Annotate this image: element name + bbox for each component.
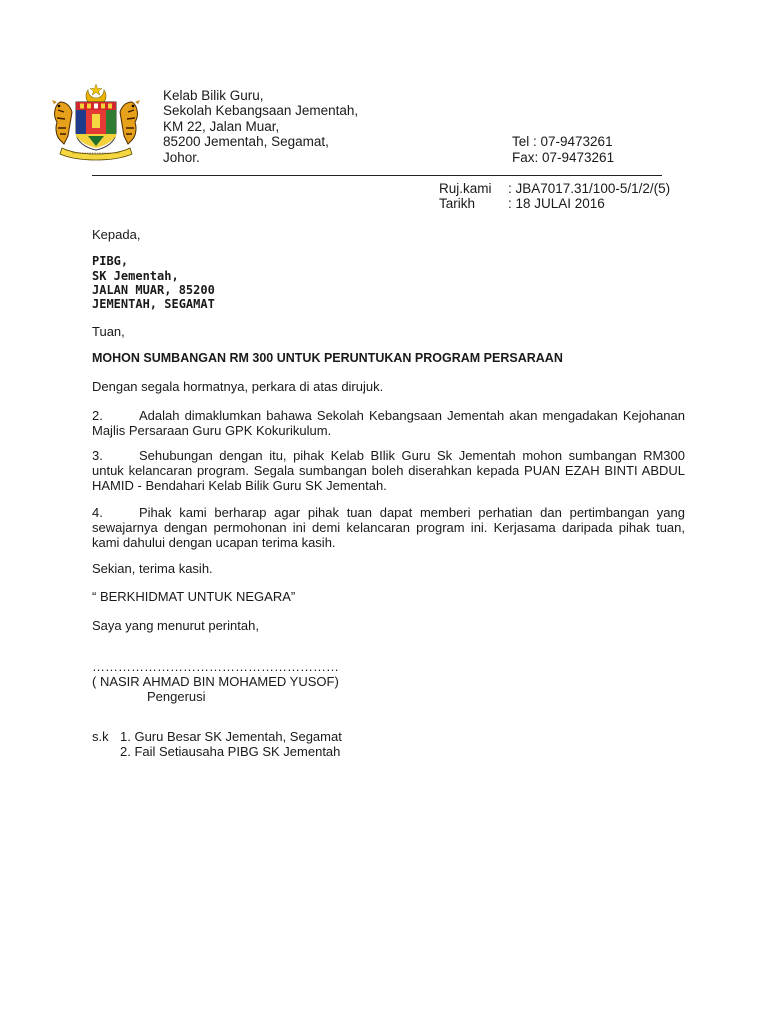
paragraph-number: 4.	[92, 505, 103, 520]
paragraph-text: Pihak kami berharap agar pihak tuan dapat memberi perhatian dan pertimbangan yang sewajarnya dengan permohonan ini demi kelancaran program ini. Kerjasama daripada pihak tuan, kami dahului dengan ucapan terima kasih.	[92, 505, 685, 550]
recipient-line-4: JEMENTAH, SEGAMAT	[92, 297, 215, 311]
salutation: Tuan,	[92, 324, 125, 339]
ruj-label: Ruj.kami	[439, 181, 492, 196]
sender-street: KM 22, Jalan Muar,	[163, 119, 280, 134]
tarikh-label: Tarikh	[439, 196, 476, 211]
motto-line: “ BERKHIDMAT UNTUK NEGARA”	[92, 589, 296, 604]
tarikh-value: : 18 JULAI 2016	[508, 196, 605, 211]
closing-line: Sekian, terima kasih.	[92, 561, 213, 576]
signature-dots: …………………………………………………	[92, 659, 339, 674]
paragraph-text: Sehubungan dengan itu, pihak Kelab BIlik Guru Sk Jementah mohon sumbangan RM300 untuk kelancaran program. Segala sumbangan boleh diserahkan kepada PUAN EZAH BINTI ABDUL HAMID - Bendahari Kelab Bilik Guru SK Jementah.	[92, 448, 685, 493]
paragraph-3	[92, 448, 685, 493]
sender-city: 85200 Jementah, Segamat,	[163, 134, 329, 149]
recipient-line-1: PIBG,	[92, 254, 129, 268]
coat-of-arms-logo	[50, 84, 142, 162]
shield-icon	[76, 102, 116, 150]
sender-name: Kelab Bilik Guru,	[163, 88, 264, 103]
intro-line: Dengan segala hormatnya, perkara di atas dirujuk.	[92, 379, 384, 394]
signatory-title: Pengerusi	[147, 689, 206, 704]
kepada-label: Kepada,	[92, 227, 141, 242]
letter-subject: MOHON SUMBANGAN RM 300 UNTUK PERUNTUKAN PROGRAM PERSARAAN	[92, 351, 563, 365]
right-tiger-icon	[120, 100, 140, 144]
cc-label: s.k	[92, 729, 109, 744]
cc-item-2: 2. Fail Setiausaha PIBG SK Jementah	[120, 744, 341, 759]
paragraph-text: Adalah dimaklumkan bahawa Sekolah Kebangsaan Jementah akan mengadakan Kejohanan Majlis Persaraan Guru GPK Kokurikulum.	[92, 408, 685, 438]
header-divider	[92, 175, 662, 176]
sender-school: Sekolah Kebangsaan Jementah,	[163, 103, 359, 118]
sender-state: Johor.	[163, 150, 200, 165]
obedient-line: Saya yang menurut perintah,	[92, 618, 259, 633]
sender-tel: Tel : 07-9473261	[512, 134, 613, 149]
left-tiger-icon	[52, 100, 72, 144]
paragraph-number: 2.	[92, 408, 103, 423]
recipient-line-3: JALAN MUAR, 85200	[92, 283, 215, 297]
signatory-name: ( NASIR AHMAD BIN MOHAMED YUSOF)	[92, 674, 339, 689]
paragraph-2	[92, 408, 685, 438]
recipient-line-2: SK Jementah,	[92, 269, 179, 283]
paragraph-4	[92, 505, 685, 550]
sender-fax: Fax: 07-9473261	[512, 150, 615, 165]
cc-item-1: 1. Guru Besar SK Jementah, Segamat	[120, 729, 342, 744]
paragraph-number: 3.	[92, 448, 103, 463]
ruj-value: : JBA7017.31/100-5/1/2/(5)	[508, 181, 671, 196]
